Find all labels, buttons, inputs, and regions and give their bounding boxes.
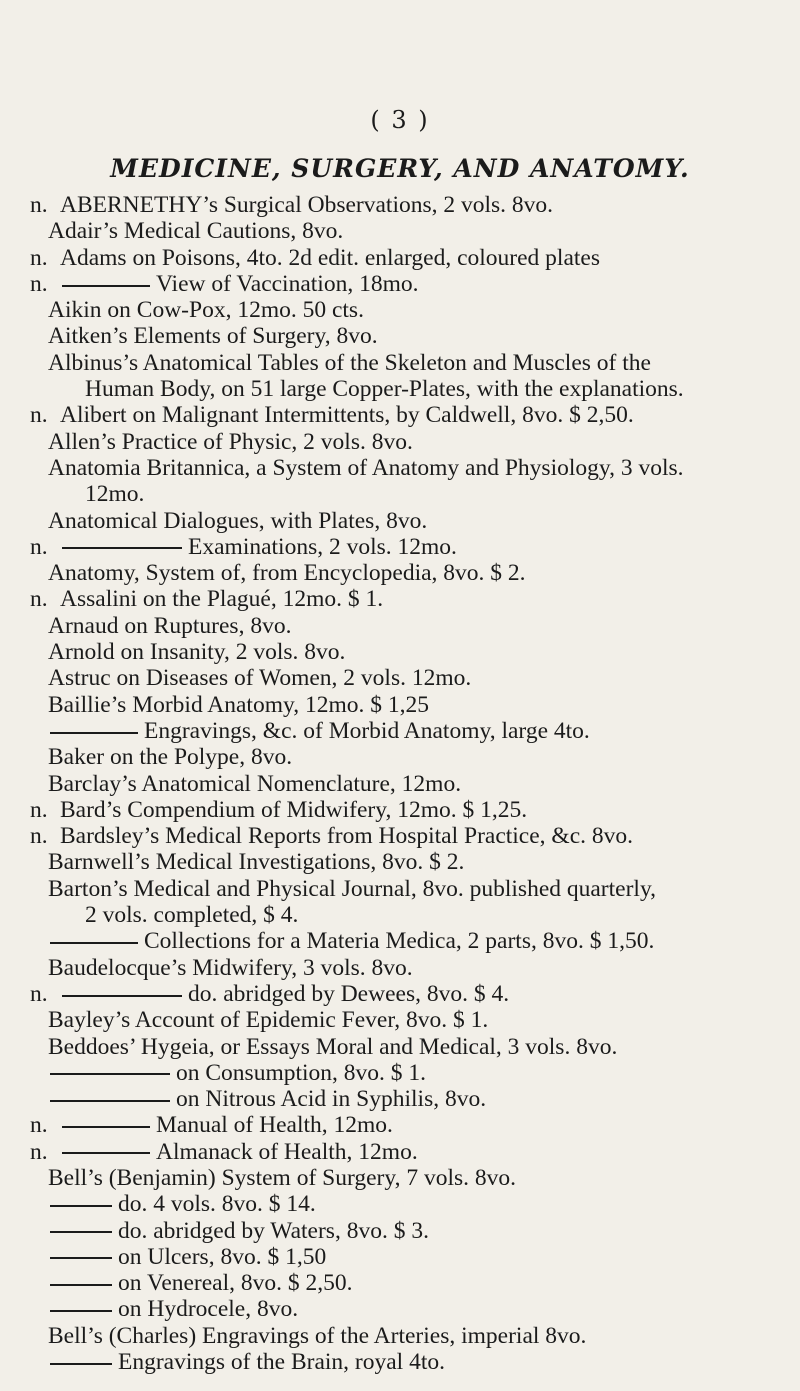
entry-text: Beddoes’ Hygeia, or Essays Moral and Medical, 3 vols. 8vo. bbox=[48, 1033, 618, 1060]
entry-prefix: n. bbox=[30, 823, 48, 850]
entry-text: Allen’s Practice of Physic, 2 vols. 8vo. bbox=[48, 428, 413, 455]
ditto-dash bbox=[50, 1073, 170, 1075]
book-entry bbox=[30, 1270, 790, 1296]
entry-text: Albinus’s Anatomical Tables of the Skeleton and Muscles of the bbox=[48, 349, 651, 376]
book-entry bbox=[30, 692, 790, 718]
book-entry bbox=[30, 902, 790, 928]
ditto-dash bbox=[62, 1126, 150, 1128]
ditto-dash bbox=[62, 547, 182, 549]
entry-prefix: n. bbox=[30, 533, 48, 560]
entry-text: Adair’s Medical Cautions, 8vo. bbox=[48, 218, 344, 245]
entry-text: Barclay’s Anatomical Nomenclature, 12mo. bbox=[48, 770, 462, 797]
ditto-dash bbox=[62, 995, 182, 997]
entry-text: Anatomy, System of, from Encyclopedia, 8vo. $ 2. bbox=[48, 560, 526, 587]
book-entry bbox=[30, 192, 790, 218]
entry-text: Bell’s (Benjamin) System of Surgery, 7 vols. 8vo. bbox=[48, 1164, 517, 1191]
book-entry bbox=[30, 797, 790, 823]
entry-prefix: n. bbox=[30, 1138, 48, 1165]
page-number: ( 3 ) bbox=[370, 106, 430, 134]
entry-text: Bard’s Compendium of Midwifery, 12mo. $ 1,25. bbox=[60, 796, 528, 823]
book-entry bbox=[30, 534, 790, 560]
book-entry bbox=[30, 350, 790, 376]
entry-text: Human Body, on 51 large Copper-Plates, with the explanations. bbox=[85, 376, 684, 403]
entry-text: on Hydrocele, 8vo. bbox=[118, 1296, 299, 1323]
entry-text: Arnold on Insanity, 2 vols. 8vo. bbox=[48, 639, 346, 666]
entry-text: do. 4 vols. 8vo. $ 14. bbox=[118, 1191, 316, 1218]
book-entry bbox=[30, 560, 790, 586]
book-entry bbox=[30, 429, 790, 455]
entry-text: Baker on the Polype, 8vo. bbox=[48, 744, 293, 771]
entry-prefix: n. bbox=[30, 270, 48, 297]
entry-text: do. abridged by Dewees, 8vo. $ 4. bbox=[188, 980, 510, 1007]
entry-text: Adams on Poisons, 4to. 2d edit. enlarged, coloured plates bbox=[60, 244, 600, 271]
ditto-dash bbox=[50, 1231, 112, 1233]
entry-prefix: n. bbox=[30, 244, 48, 271]
book-entry bbox=[30, 481, 790, 507]
book-entry bbox=[30, 1323, 790, 1349]
book-entry bbox=[30, 1007, 790, 1033]
book-entry bbox=[30, 665, 790, 691]
book-entry bbox=[30, 297, 790, 323]
book-entry bbox=[30, 718, 790, 744]
entry-text: Manual of Health, 12mo. bbox=[156, 1112, 393, 1139]
entry-text: Bardsley’s Medical Reports from Hospital Practice, &c. 8vo. bbox=[60, 823, 634, 850]
book-entry bbox=[30, 586, 790, 612]
book-entry bbox=[30, 1139, 790, 1165]
book-entry bbox=[30, 1191, 790, 1217]
book-entry bbox=[30, 771, 790, 797]
entry-text: Almanack of Health, 12mo. bbox=[156, 1138, 418, 1165]
book-entry bbox=[30, 849, 790, 875]
book-entry bbox=[30, 744, 790, 770]
entry-prefix: n. bbox=[30, 1112, 48, 1139]
entry-text: ABERNETHY’s Surgical Observations, 2 vols. 8vo. bbox=[60, 192, 554, 218]
book-entry bbox=[30, 323, 790, 349]
entry-text: Bell’s (Charles) Engravings of the Arteries, imperial 8vo. bbox=[48, 1322, 587, 1349]
book-entry bbox=[30, 1296, 790, 1322]
book-entry bbox=[30, 613, 790, 639]
book-entry bbox=[30, 271, 790, 297]
entry-text: Aikin on Cow-Pox, 12mo. 50 cts. bbox=[48, 297, 364, 324]
ditto-dash bbox=[50, 942, 138, 944]
entry-text: 2 vols. completed, $ 4. bbox=[85, 902, 299, 929]
entry-text: View of Vaccination, 18mo. bbox=[156, 270, 419, 297]
entry-text: do. abridged by Waters, 8vo. $ 3. bbox=[118, 1217, 429, 1244]
entry-text: 12mo. bbox=[85, 481, 145, 508]
entry-text: Barton’s Medical and Physical Journal, 8vo. published quarterly, bbox=[48, 875, 657, 902]
book-entry bbox=[30, 1086, 790, 1112]
book-entry bbox=[30, 876, 790, 902]
entry-text: Engravings of the Brain, royal 4to. bbox=[118, 1349, 445, 1376]
book-entry bbox=[30, 981, 790, 1007]
entry-prefix: n. bbox=[30, 402, 48, 429]
ditto-dash bbox=[50, 1100, 170, 1102]
entry-text: Assalini on the Plagué, 12mo. $ 1. bbox=[60, 586, 384, 613]
book-entry bbox=[30, 218, 790, 244]
book-entry bbox=[30, 1218, 790, 1244]
entry-text: Anatomia Britannica, a System of Anatomy and Physiology, 3 vols. bbox=[48, 454, 684, 481]
entry-text: on Venereal, 8vo. $ 2,50. bbox=[118, 1270, 353, 1297]
book-entry bbox=[30, 402, 790, 428]
ditto-dash bbox=[50, 1284, 112, 1286]
book-entry bbox=[30, 508, 790, 534]
book-entry bbox=[30, 639, 790, 665]
book-entry bbox=[30, 928, 790, 954]
section-heading: MEDICINE, SURGERY, AND ANATOMY. bbox=[110, 154, 690, 183]
book-entry bbox=[30, 1034, 790, 1060]
entry-text: Alibert on Malignant Intermittents, by Caldwell, 8vo. $ 2,50. bbox=[60, 402, 634, 429]
book-entry bbox=[30, 1165, 790, 1191]
entry-prefix: n. bbox=[30, 796, 48, 823]
entry-prefix: n. bbox=[30, 586, 48, 613]
book-entry bbox=[30, 1349, 790, 1375]
book-list bbox=[30, 192, 790, 1375]
entry-text: Astruc on Diseases of Women, 2 vols. 12mo. bbox=[48, 665, 472, 692]
book-entry bbox=[30, 1060, 790, 1086]
entry-text: on Ulcers, 8vo. $ 1,50 bbox=[118, 1243, 327, 1270]
book-entry bbox=[30, 1244, 790, 1270]
ditto-dash bbox=[50, 1363, 112, 1365]
ditto-dash bbox=[50, 1205, 112, 1207]
entry-text: Barnwell’s Medical Investigations, 8vo. $ 2. bbox=[48, 849, 465, 876]
book-entry bbox=[30, 245, 790, 271]
entry-prefix: n. bbox=[30, 980, 48, 1007]
ditto-dash bbox=[50, 732, 138, 734]
entry-text: Bayley’s Account of Epidemic Fever, 8vo. $ 1. bbox=[48, 1007, 489, 1034]
book-entry bbox=[30, 1112, 790, 1138]
ditto-dash bbox=[62, 285, 150, 287]
entry-text: Engravings, &c. of Morbid Anatomy, large 4to. bbox=[144, 717, 590, 744]
entry-text: Baillie’s Morbid Anatomy, 12mo. $ 1,25 bbox=[48, 691, 429, 718]
book-entry bbox=[30, 823, 790, 849]
entry-text: Baudelocque’s Midwifery, 3 vols. 8vo. bbox=[48, 954, 413, 981]
ditto-dash bbox=[62, 1152, 150, 1154]
entry-text: Anatomical Dialogues, with Plates, 8vo. bbox=[48, 507, 428, 534]
entry-text: on Nitrous Acid in Syphilis, 8vo. bbox=[176, 1086, 487, 1113]
entry-text: Aitken’s Elements of Surgery, 8vo. bbox=[48, 323, 378, 350]
book-entry bbox=[30, 376, 790, 402]
ditto-dash bbox=[50, 1310, 112, 1312]
book-entry bbox=[30, 455, 790, 481]
entry-text: on Consumption, 8vo. $ 1. bbox=[176, 1059, 427, 1086]
entry-text: Arnaud on Ruptures, 8vo. bbox=[48, 612, 292, 639]
ditto-dash bbox=[50, 1257, 112, 1259]
entry-text: Examinations, 2 vols. 12mo. bbox=[188, 533, 457, 560]
entry-prefix: n. bbox=[30, 192, 48, 218]
book-entry bbox=[30, 955, 790, 981]
entry-text: Collections for a Materia Medica, 2 parts, 8vo. $ 1,50. bbox=[144, 928, 655, 955]
